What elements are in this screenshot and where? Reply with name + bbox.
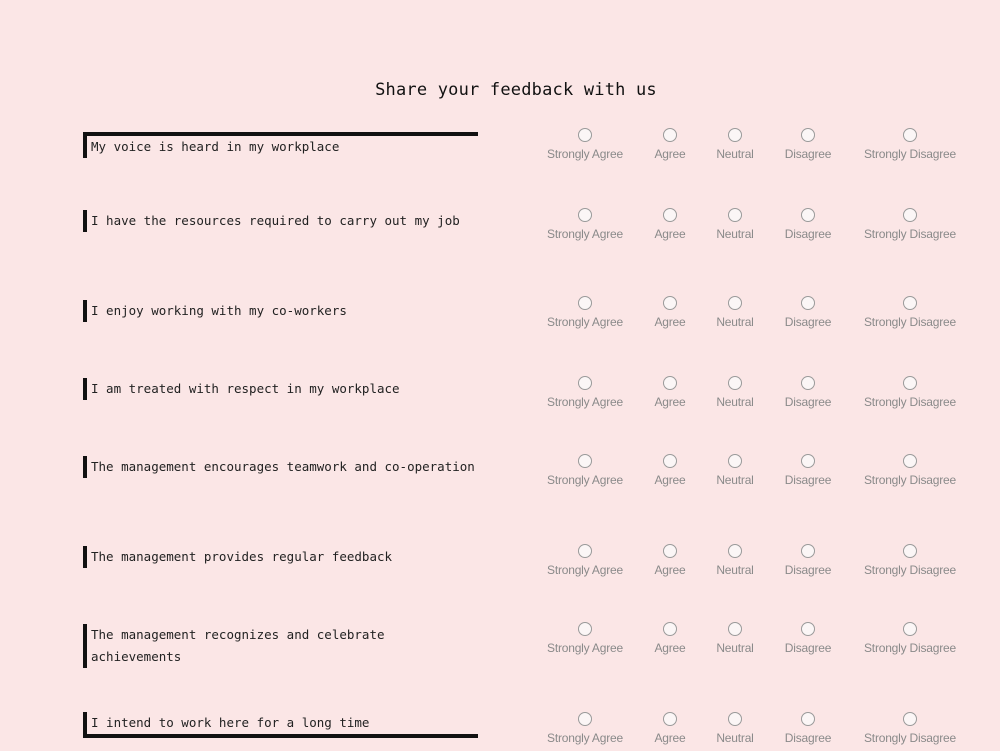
radio-button[interactable] [801, 454, 815, 468]
radio-button[interactable] [578, 454, 592, 468]
option-label: Neutral [716, 473, 754, 487]
radio-button[interactable] [801, 128, 815, 142]
option-label: Disagree [784, 641, 832, 655]
option-strongly-disagree[interactable] [850, 454, 970, 487]
radio-button[interactable] [903, 296, 917, 310]
option-strongly-disagree[interactable] [850, 208, 970, 241]
radio-button[interactable] [728, 128, 742, 142]
option-label: Disagree [784, 473, 832, 487]
radio-button[interactable] [728, 208, 742, 222]
option-label: Strongly Agree [547, 641, 623, 655]
question-label: The management encourages teamwork and co-operation [83, 456, 478, 478]
radio-button[interactable] [801, 208, 815, 222]
question-label: I have the resources required to carry out my job [83, 210, 478, 232]
radio-button[interactable] [903, 622, 917, 636]
question-label: My voice is heard in my workplace [83, 132, 478, 158]
page-title: Share your feedback with us [375, 80, 657, 100]
radio-button[interactable] [728, 296, 742, 310]
option-label: Disagree [784, 563, 832, 577]
radio-button[interactable] [903, 544, 917, 558]
option-label: Agree [654, 315, 686, 329]
question-label: The management provides regular feedback [83, 546, 478, 568]
option-label: Disagree [784, 395, 832, 409]
option-label: Agree [654, 227, 686, 241]
radio-button[interactable] [728, 454, 742, 468]
radio-button[interactable] [903, 128, 917, 142]
option-label: Neutral [716, 395, 754, 409]
option-label: Neutral [716, 227, 754, 241]
option-label: Disagree [784, 227, 832, 241]
option-label: Strongly Disagree [864, 473, 956, 487]
option-label: Strongly Agree [547, 315, 623, 329]
option-label: Disagree [784, 315, 832, 329]
option-label: Agree [654, 473, 686, 487]
option-label: Neutral [716, 641, 754, 655]
option-label: Agree [654, 641, 686, 655]
option-label: Strongly Agree [547, 563, 623, 577]
option-label: Strongly Disagree [864, 395, 956, 409]
radio-button[interactable] [578, 208, 592, 222]
option-label: Agree [654, 563, 686, 577]
radio-button[interactable] [728, 544, 742, 558]
radio-button[interactable] [578, 296, 592, 310]
option-label: Disagree [784, 147, 832, 161]
option-strongly-disagree[interactable] [850, 712, 970, 745]
option-label: Strongly Disagree [864, 641, 956, 655]
radio-button[interactable] [578, 128, 592, 142]
option-label: Neutral [716, 563, 754, 577]
option-label: Strongly Disagree [864, 147, 956, 161]
option-strongly-disagree[interactable] [850, 376, 970, 409]
radio-button[interactable] [801, 544, 815, 558]
radio-button[interactable] [903, 376, 917, 390]
radio-button[interactable] [578, 544, 592, 558]
option-label: Agree [654, 395, 686, 409]
option-label: Disagree [784, 731, 832, 745]
option-strongly-disagree[interactable] [850, 296, 970, 329]
option-label: Strongly Agree [547, 473, 623, 487]
question-label: I am treated with respect in my workplace [83, 378, 478, 400]
radio-button[interactable] [801, 376, 815, 390]
radio-button[interactable] [578, 622, 592, 636]
option-label: Strongly Disagree [864, 563, 956, 577]
option-label: Strongly Disagree [864, 731, 956, 745]
option-strongly-disagree[interactable] [850, 128, 970, 161]
option-label: Agree [654, 731, 686, 745]
option-strongly-disagree[interactable] [850, 544, 970, 577]
option-label: Agree [654, 147, 686, 161]
option-label: Neutral [716, 315, 754, 329]
question-label: I intend to work here for a long time [83, 712, 478, 738]
radio-button[interactable] [578, 376, 592, 390]
radio-button[interactable] [903, 208, 917, 222]
radio-button[interactable] [903, 712, 917, 726]
option-label: Neutral [716, 731, 754, 745]
option-label: Strongly Agree [547, 731, 623, 745]
option-label: Strongly Agree [547, 147, 623, 161]
radio-button[interactable] [801, 622, 815, 636]
option-strongly-disagree[interactable] [850, 622, 970, 655]
radio-button[interactable] [801, 296, 815, 310]
radio-button[interactable] [903, 454, 917, 468]
radio-button[interactable] [728, 376, 742, 390]
question-label: The management recognizes and celebrate achievements [83, 624, 478, 668]
radio-button[interactable] [728, 712, 742, 726]
option-label: Strongly Disagree [864, 315, 956, 329]
option-label: Strongly Agree [547, 227, 623, 241]
radio-button[interactable] [801, 712, 815, 726]
question-label: I enjoy working with my co-workers [83, 300, 478, 322]
option-label: Neutral [716, 147, 754, 161]
option-label: Strongly Agree [547, 395, 623, 409]
option-label: Strongly Disagree [864, 227, 956, 241]
radio-button[interactable] [578, 712, 592, 726]
radio-button[interactable] [728, 622, 742, 636]
